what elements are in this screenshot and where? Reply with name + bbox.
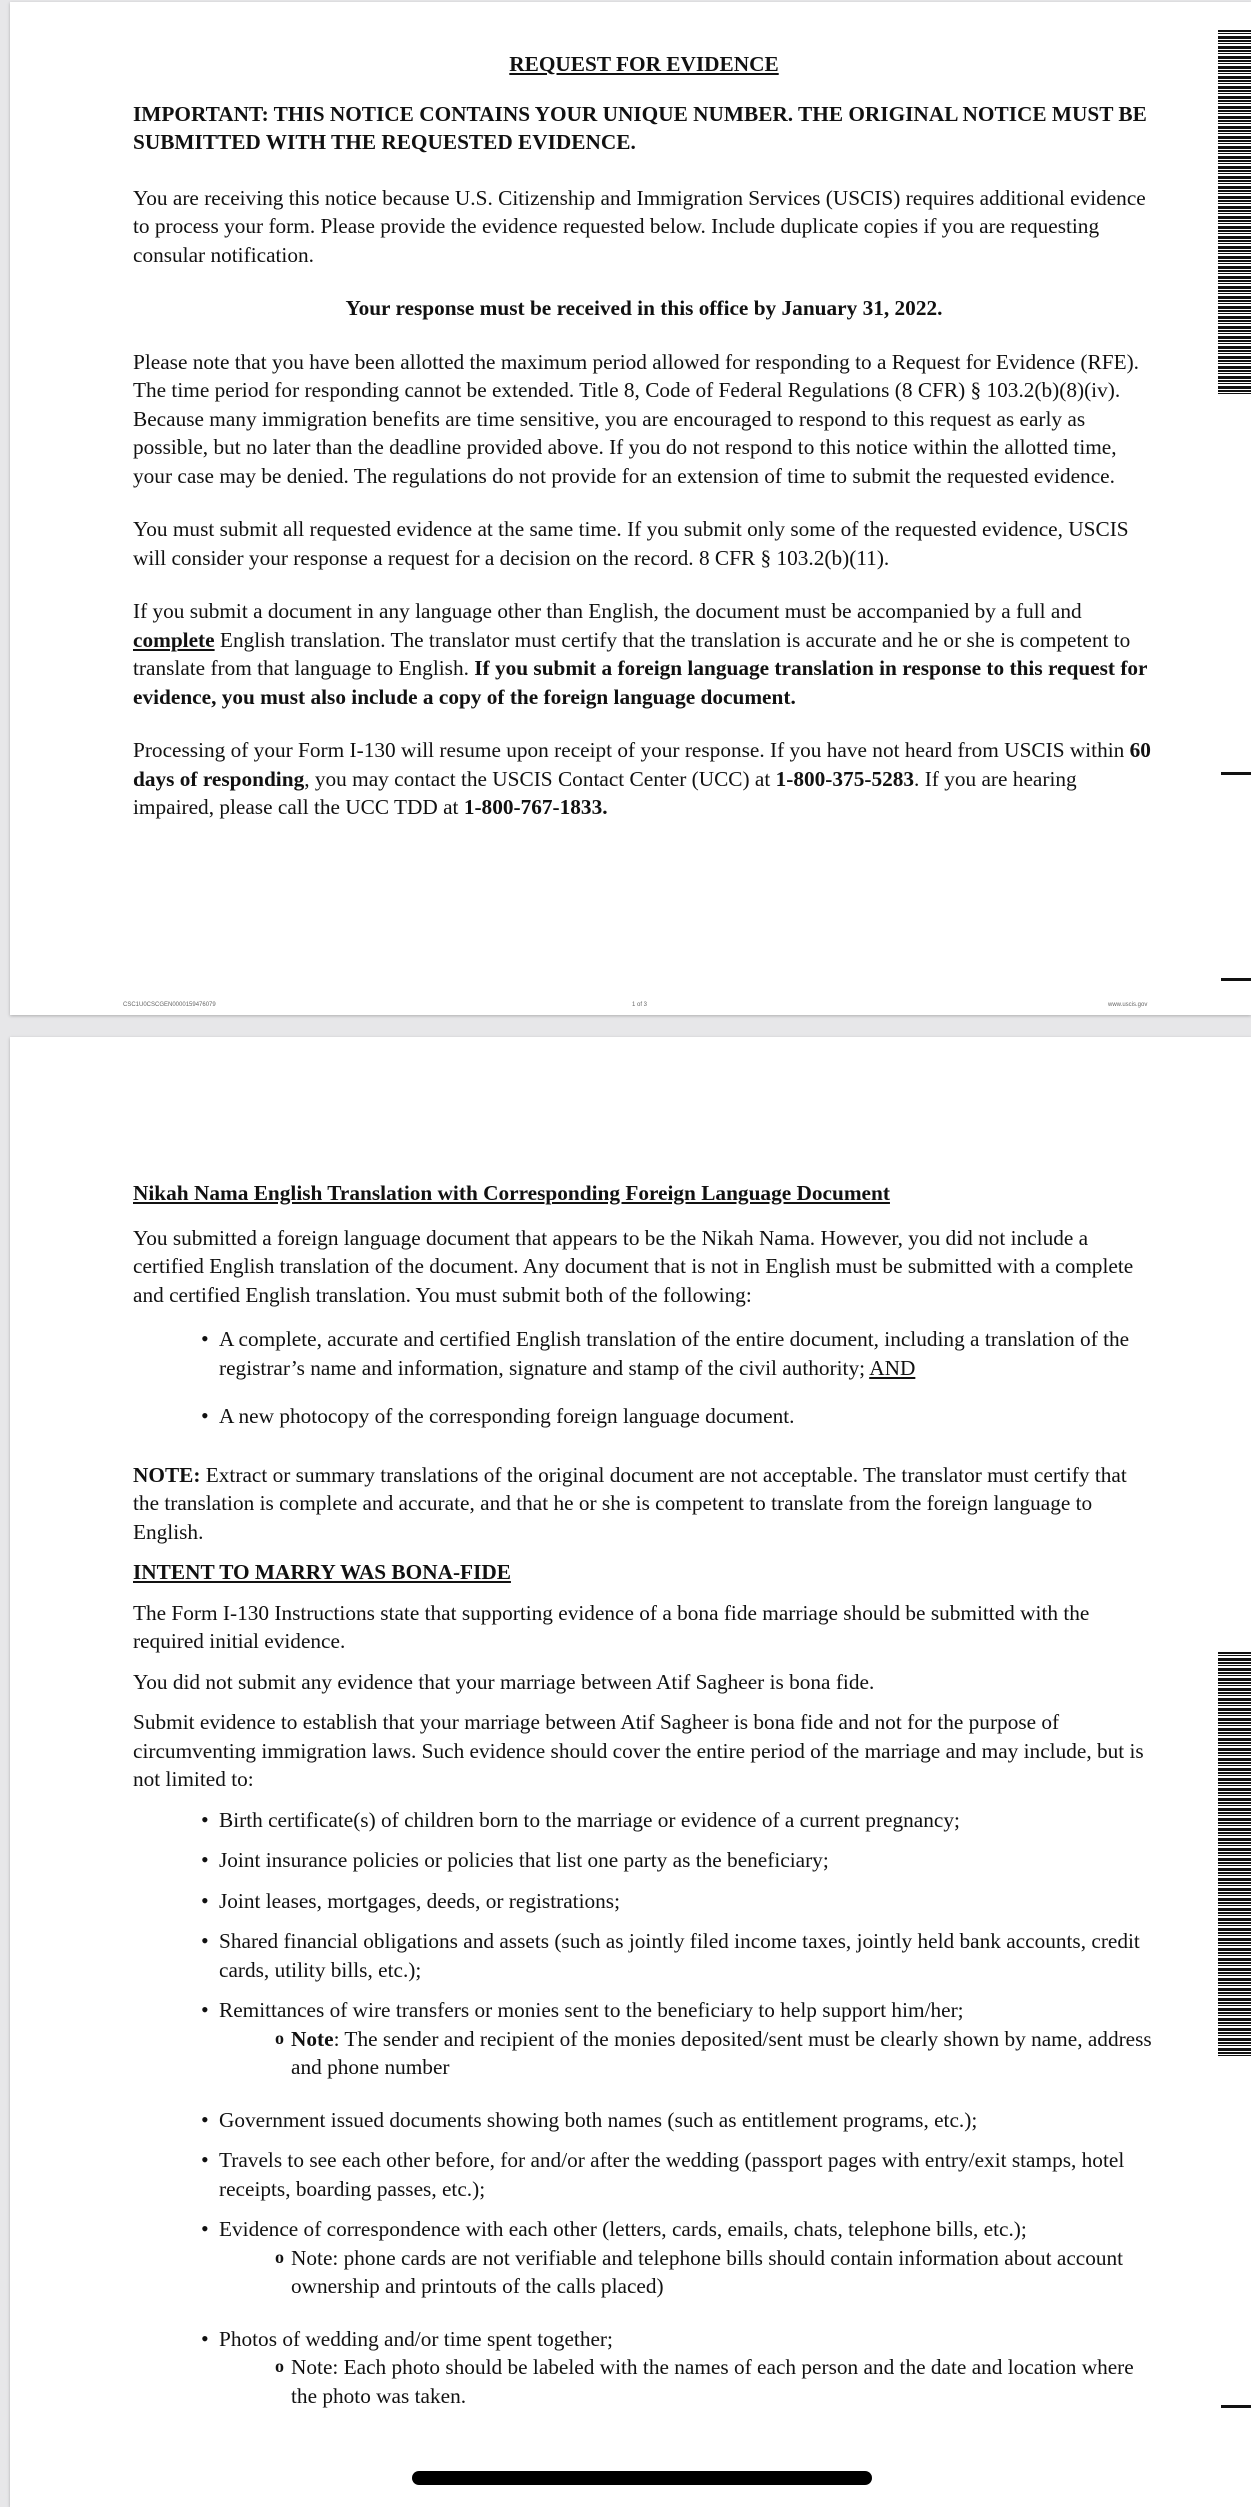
list-item: • Birth certificate(s) of children born to the marriage or evidence of a current pregnancy; [201,1806,1155,1835]
ucc-phone-number: 1-800-375-5283 [775,766,915,791]
sub-list-item: o Note: Each photo should be labeled with the names of each person and the date and location where the photo was taken. [275,2353,1155,2410]
note-text: Extract or summary translations of the original document are not acceptable. The translator must certify that the translation is complete and accurate, and that he or she is competent to translate from the foreign language to English. [133,1462,1127,1544]
registration-mark [1221,978,1251,981]
footer-page-number: 1 of 3 [632,1002,648,1008]
list-item-text: A complete, accurate and certified English translation of the entire document, including a translation of the registrar’s name and information, signature and stamp of the civil authority; [219,1327,1130,1380]
list-item: • Photos of wedding and/or time spent together; [201,2325,1155,2354]
list-item: • Government issued documents showing both names (such as entitlement programs, etc.); [201,2106,1155,2135]
translation-paragraph [133,597,1155,711]
processing-text-3: . If you are hearing impaired, please call the UCC TDD at [133,766,1077,819]
evidence-list [201,1806,1155,2411]
nikah-paragraph: You submitted a foreign language document that appears to be the Nikah Nama. However, you did not include a certified English translation of the document. Any document that is not in English must be submitted with a complete and certified English translation. You must submit both of the following: [133,1225,1134,1307]
sub-list-item: o Note: phone cards are not verifiable and telephone bills should contain information about account ownership and printouts of the calls placed) [275,2244,1155,2301]
list-item: • A new photocopy of the corresponding foreign language document. [201,1402,1155,1431]
note-label: Note [291,2026,334,2051]
no-evidence-paragraph: You did not submit any evidence that your marriage between Atif Sagheer is bona fide. [133,1669,875,1694]
list-item: • Travels to see each other before, for and/or after the wedding (passport pages with entry/exit stamps, hotel receipts, boarding passes, etc.); [201,2146,1155,2203]
processing-text: Processing of your Form I-130 will resume upon receipt of your response. If you have not heard from USCIS within [133,738,1130,762]
home-indicator[interactable] [412,2471,872,2485]
list-item: • Joint leases, mortgages, deeds, or registrations; [201,1887,1155,1916]
submit-all-paragraph: You must submit all requested evidence at the same time. If you submit only some of the requested evidence, USCIS will consider your response a request for a decision on the record. 8 CFR § 103.2(b)(11). [133,517,1129,570]
section-heading-bona-fide: INTENT TO MARRY WAS BONA-FIDE [133,1560,511,1584]
processing-paragraph [133,736,1155,822]
sub-list-item-text: : The sender and recipient of the monies deposited/sent must be clearly shown by name, address and phone number [291,2026,1152,2079]
registration-mark [1221,772,1251,775]
processing-text-2: , you may contact the USCIS Contact Center (UCC) at [304,766,776,791]
footer-website: www.uscis.gov [1108,1002,1148,1008]
intro-paragraph: You are receiving this notice because U.S. Citizenship and Immigration Services (USCIS) requires additional evidence to process your form. Please provide the evidence requested below. Include duplicate copies if you are requesting consular notification. [133,185,1146,267]
list-item [201,1325,1155,1382]
list-item: • Evidence of correspondence with each other (letters, cards, emails, chats, telephone bills, etc.); [201,2215,1155,2244]
translation-text-2: English translation. The translator must certify that the translation is accurate and he or she is competent to translate from that language to English. [133,627,1131,680]
translation-requirement: If you submit a foreign language translation in response to this request for evidence, you must also include a copy of the foreign language document. [133,656,1148,709]
registration-mark [1221,2405,1251,2408]
rfe-period-paragraph: Please note that you have been allotted the maximum period allowed for responding to a Request for Evidence (RFE). The time period for responding cannot be extended. Title 8, Code of Federal Regulations (8 CFR) § 103.2(b)(8)(iv). Because many immigration benefits are time sensitive, you are encouraged to respond to this request as early as possible, but no later than the deadline provided above. If you do not respond to this notice within the allotted time, your case may be denied. The regulations do not provide for an extension of time to submit the requested evidence. [133,349,1139,488]
translation-text: If you submit a document in any language other than English, the document must be accompanied by a full and [133,599,1082,623]
page-title: REQUEST FOR EVIDENCE [509,52,779,76]
days-emphasis: 60 days of responding [133,738,1151,791]
barcode-strip-top [1218,30,1251,395]
section-heading-nikah: Nikah Nama English Translation with Corresponding Foreign Language Document [133,1181,890,1205]
footer-receipt-code: CSC1U0CSCGEN0000159476079 [123,1002,216,1008]
list-item: • Remittances of wire transfers or monies sent to the beneficiary to help support him/her; [201,1996,1155,2025]
note-label: NOTE: [133,1462,201,1487]
important-notice: IMPORTANT: THIS NOTICE CONTAINS YOUR UNIQUE NUMBER. THE ORIGINAL NOTICE MUST BE SUBMITTED WITH THE REQUESTED EVIDENCE. [133,101,1147,154]
list-item: • Shared financial obligations and assets (such as jointly filed income taxes, jointly held bank accounts, credit cards, utility bills, etc.); [201,1927,1155,1984]
complete-emphasis: complete [133,627,215,652]
barcode-strip-bottom [1218,1652,1251,2057]
and-emphasis: AND [869,1355,916,1380]
instructions-paragraph: The Form I-130 Instructions state that supporting evidence of a bona fide marriage should be submitted with the required initial evidence. [133,1600,1090,1653]
document-page-2 [10,1037,1251,2507]
sub-list-item [275,2025,1155,2082]
document-page-1 [10,2,1251,1015]
tdd-phone-number: 1-800-767-1833. [463,795,608,819]
response-deadline: Your response must be received in this office by January 31, 2022. [345,296,943,320]
submit-evidence-paragraph: Submit evidence to establish that your marriage between Atif Sagheer is bona fide and not for the purpose of circumventing immigration laws. Such evidence should cover the entire period of the marriage and may include, but is not limited to: [133,1710,1144,1791]
list-item: • Joint insurance policies or policies that list one party as the beneficiary; [201,1846,1155,1875]
note-paragraph [133,1461,1155,1547]
